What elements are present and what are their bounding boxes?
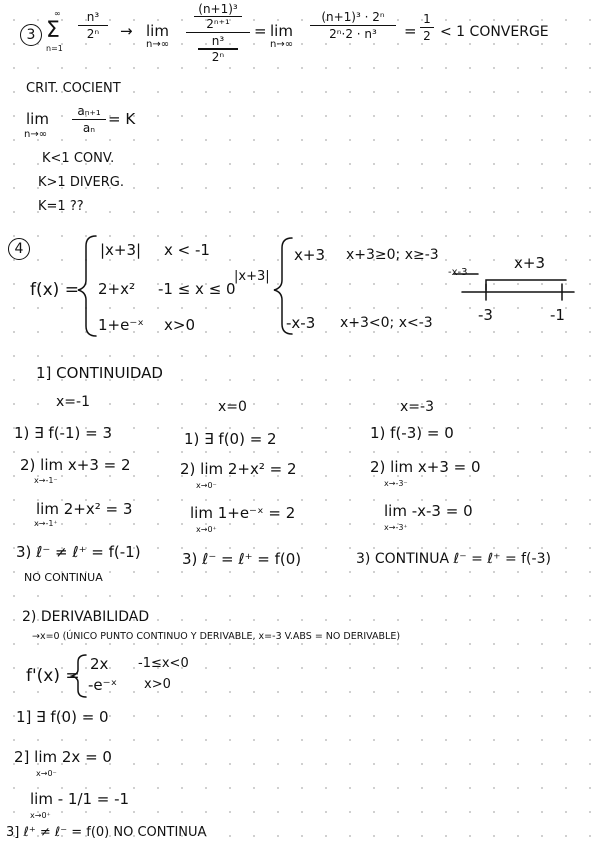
criterion-lim-subscript: n→∞ [24, 129, 48, 140]
deriv-line3-subscript: x→0⁺ [30, 811, 51, 820]
continuity-title: 1] CONTINUIDAD [36, 364, 163, 382]
criterion-equals: = K [108, 110, 136, 128]
col1-line1: 1) ∃ f(-1) = 3 [14, 424, 112, 442]
deriv-line2: 2] lim 2x = 0 [14, 748, 112, 766]
simplified-fraction [310, 10, 396, 41]
column-head-x-0: x=0 [218, 399, 247, 415]
col2-line4: 3) ℓ⁻ = ℓ⁺ = f(0) [182, 550, 302, 568]
denominator: 2ⁿ·2 · n³ [329, 27, 377, 42]
case2-expression: 2+x² [98, 280, 136, 298]
deriv-line2-subscript: x→0⁻ [36, 769, 57, 778]
col1-line4: 3) ℓ⁻ ≠ ℓ⁺ = f(-1) [16, 543, 141, 561]
deriv-line3: lim - 1/1 = -1 [30, 790, 130, 808]
fraction-bar [420, 27, 434, 28]
k-less-than-one: K<1 CONV. [42, 151, 115, 166]
denominator: 2ⁿ [86, 27, 100, 42]
col2-line3-subscript: x→0⁺ [196, 525, 217, 534]
deriv-line1: 1] ∃ f(0) = 0 [16, 708, 109, 726]
number-line-tick-minus1: -1 [550, 306, 565, 324]
number-line-left-label: -x-3 [448, 267, 468, 278]
col3-line1: 1) f(-3) = 0 [370, 424, 454, 442]
col1-line2: 2) lim x+3 = 2 [20, 456, 131, 474]
convergence-result: < 1 CONVERGE [440, 24, 549, 40]
number-line-tick-minus3: -3 [478, 306, 493, 324]
case1-condition: x < -1 [164, 241, 210, 259]
col3-line3-subscript: x→-3⁺ [384, 523, 408, 532]
col2-line2: 2) lim 2+x² = 2 [180, 460, 297, 478]
col3-line3: lim -x-3 = 0 [384, 502, 473, 520]
lim-subscript: n→∞ [270, 39, 294, 50]
col1-line5: NO CONTINUA [24, 571, 103, 584]
fraction-bar [78, 25, 108, 26]
derivative-case1-condition: -1≤x<0 [138, 656, 189, 671]
case1-expression: |x+3| [100, 241, 142, 259]
lim-subscript: n→∞ [146, 39, 170, 50]
denominator-top: n³ [211, 34, 225, 49]
exercise-number-3: 3 [20, 24, 42, 46]
ratio-compound-fraction [186, 2, 250, 64]
col2-line1: 1) ∃ f(0) = 2 [184, 430, 277, 448]
col2-line3: lim 1+e⁻ˣ = 2 [190, 504, 296, 522]
col1-line2-subscript: x→-1⁻ [34, 476, 58, 485]
derivative-case2-expression: -e⁻ˣ [88, 676, 118, 694]
abs-case1-condition: x+3≥0; x≥-3 [346, 247, 439, 263]
abs-case1-expression: x+3 [294, 246, 325, 264]
numerator: aₙ₊₁ [77, 104, 101, 118]
denominator: 2 [423, 29, 431, 44]
deriv-line4: 3] ℓ⁺ ≠ ℓ⁻ = f(0) NO CONTINUA [6, 825, 207, 840]
case2-condition: -1 ≤ x ≤ 0 [158, 280, 236, 298]
col2-line2-subscript: x→0⁻ [196, 481, 217, 490]
piecewise-brace [78, 236, 96, 336]
fraction-bar [72, 119, 106, 120]
col3-line2: 2) lim x+3 = 0 [370, 458, 481, 476]
result-fraction [420, 12, 434, 43]
exercise-number-4: 4 [8, 238, 30, 260]
numerator: n³ [86, 10, 100, 24]
derivability-title: 2) DERIVABILIDAD [22, 609, 150, 625]
fraction-bar [310, 25, 396, 26]
numerator-top: (n+1)³ [198, 2, 238, 16]
col3-line4: 3) CONTINUA ℓ⁻ = ℓ⁺ = f(-3) [356, 551, 551, 567]
column-head-x-minus3: x=-3 [400, 399, 434, 415]
number-line-right-label: x+3 [514, 254, 545, 272]
lim-label: lim [146, 22, 169, 40]
case3-condition: x>0 [164, 316, 195, 334]
derivability-note: →x=0 (ÚNICO PUNTO CONTINUO Y DERIVABLE, x=-3 V.ABS = NO DERIVABLE) [32, 631, 401, 642]
col1-line3-subscript: x→-1⁺ [34, 519, 58, 528]
sigma-lower-limit: n=1 [46, 44, 63, 53]
col3-line2-subscript: x→-3⁻ [384, 479, 408, 488]
function-definition: f(x) = [30, 280, 79, 300]
numerator: (n+1)³ · 2ⁿ [321, 10, 385, 24]
numerator: 1 [423, 12, 431, 26]
main-fraction-bar [186, 32, 250, 33]
col1-line3: lim 2+x² = 3 [36, 500, 133, 518]
column-head-x-minus1: x=-1 [56, 394, 90, 410]
criterion-lim: lim [26, 110, 49, 128]
numerator-bottom: 2ⁿ⁺¹ [206, 17, 230, 32]
derivative-case1-expression: 2x [90, 655, 109, 673]
derivative-definition: f'(x) = [26, 666, 80, 686]
series-term-fraction [78, 10, 108, 41]
derivative-case2-condition: x>0 [144, 677, 171, 692]
sigma-symbol: Σ [46, 18, 60, 43]
denominator: aₙ [82, 121, 96, 136]
absolute-value-label: |x+3| [234, 269, 270, 284]
equals-sign: = [404, 22, 417, 40]
lim-label: lim [270, 22, 293, 40]
abs-case2-expression: -x-3 [286, 314, 316, 332]
sigma-upper-limit: ∞ [54, 9, 61, 18]
number-line-region-bracket [486, 280, 566, 290]
k-greater-than-one: K>1 DIVERG. [38, 175, 125, 190]
equals-sign: = [254, 22, 267, 40]
arrow: → [120, 22, 133, 40]
criterion-title: CRIT. COCIENT [26, 81, 121, 96]
k-equals-one: K=1 ?? [38, 199, 84, 214]
case3-expression: 1+e⁻ˣ [98, 316, 144, 334]
denominator-bottom: 2ⁿ [211, 49, 225, 64]
abs-case2-condition: x+3<0; x<-3 [340, 315, 433, 331]
criterion-fraction [72, 104, 106, 135]
